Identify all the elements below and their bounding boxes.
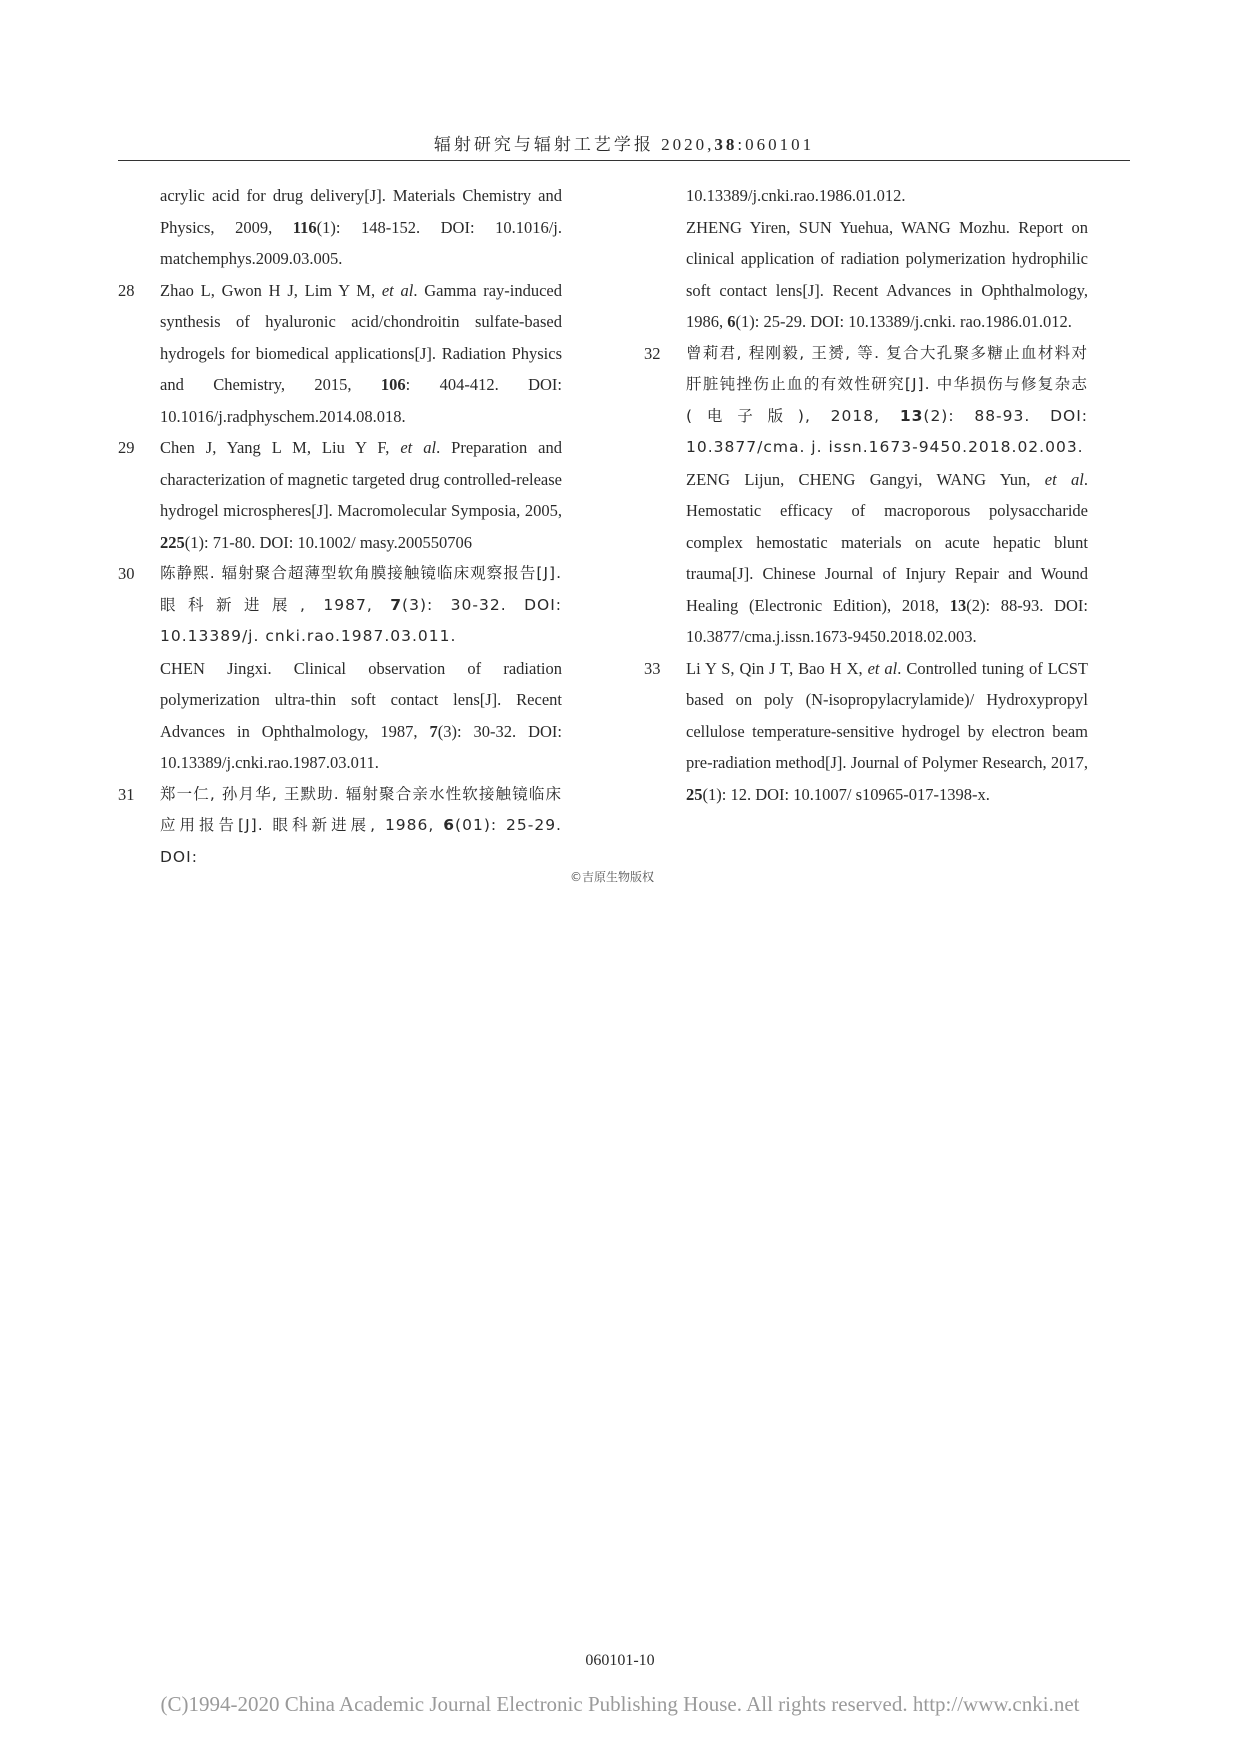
left-column bbox=[118, 180, 562, 873]
article-number: :060101 bbox=[737, 135, 815, 154]
reference-text bbox=[160, 180, 562, 275]
ref-authors: ZENG Lijun, CHENG Gangyi, WANG Yun, bbox=[686, 469, 1045, 489]
right-column bbox=[644, 180, 1088, 810]
reference-number: 32 bbox=[644, 343, 661, 363]
reference-30 bbox=[118, 558, 562, 779]
ref-volume: 116 bbox=[292, 217, 317, 237]
page-number: 060101-10 bbox=[585, 1652, 655, 1669]
ref-etal: et al bbox=[867, 658, 898, 678]
reference-text-chinese bbox=[686, 338, 1088, 464]
ref-text-part: 陈静熙. 辐射聚合超薄型软角膜接触镜临床观察报告[J]. 眼科新进展, 1987, bbox=[160, 564, 562, 614]
ref-text-part: . Preparation and characterization of magnetic targeted drug controlled-release hydrogel microspheres[J]. Macromolecular Symposia, 2005, bbox=[160, 438, 562, 520]
header-rule bbox=[118, 160, 1130, 161]
ref-volume: 106 bbox=[380, 375, 406, 394]
ref-text-part: (2): 88-93. DOI: 10.3877/cma.j.issn.1673-9450.2018.02.003. bbox=[686, 595, 1088, 646]
ref-etal: et al bbox=[400, 438, 437, 457]
ref-text-part: . Gamma ray-induced synthesis of hyaluronic acid/chondroitin sulfate-based hydrogels for biomedical applications[J]. Radiation Physics and Chemistry, 2015, bbox=[160, 280, 563, 394]
ref-etal: et al bbox=[381, 280, 414, 300]
ref-text-part: ZHENG Yiren, SUN Yuehua, WANG Mozhu. Report on clinical application of radiation polymerization hydrophilic soft contact lens[J]. Recent Advances in Ophthalmology, 1986, bbox=[686, 217, 1088, 331]
reference-number: 33 bbox=[644, 658, 661, 678]
reference-text-english bbox=[686, 212, 1088, 338]
reference-33 bbox=[644, 653, 1088, 811]
ref-text-part: (2): 88-93. DOI: 10.3877/cma. j. issn.1673-9450.2018.02.003. bbox=[686, 406, 1089, 456]
ref-text-part: 曾莉君, 程刚毅, 王赟, 等. 复合大孔聚多糖止血材料对肝脏钝挫伤止血的有效性研究[J]. 中华损伤与修复杂志(电子版), 2018, bbox=[686, 343, 1088, 425]
ref-volume: 7 bbox=[429, 721, 438, 741]
reference-text-chinese bbox=[160, 779, 562, 874]
ref-text-part: (3): 30-32. DOI: 10.13389/j.cnki.rao.1987.03.011. bbox=[160, 721, 562, 772]
ref-volume: 25 bbox=[686, 784, 703, 804]
reference-28 bbox=[118, 275, 562, 433]
ref-text-part: (1): 71-80. DOI: 10.1002/ masy.200550706 bbox=[184, 532, 472, 552]
ref-text-part: (1): 148-152. DOI: 10.1016/j. matchemphys.2009.03.005. bbox=[160, 217, 562, 268]
reference-text bbox=[686, 653, 1088, 811]
reference-continuation bbox=[118, 180, 562, 275]
running-header bbox=[118, 130, 1130, 160]
reference-text bbox=[160, 432, 562, 558]
reference-text-english bbox=[160, 653, 562, 779]
ref-volume: 6 bbox=[443, 816, 456, 834]
reference-31-continuation bbox=[644, 180, 1088, 338]
ref-text-part: CHEN Jingxi. Clinical observation of radiation polymerization ultra-thin soft contact lens[J]. Recent Advances in Ophthalmology, 1987, bbox=[160, 658, 562, 741]
reference-text bbox=[160, 275, 562, 433]
reference-32 bbox=[644, 338, 1088, 653]
ref-volume: 6 bbox=[727, 312, 736, 331]
ref-text-part: (3): 30-32. DOI: 10.13389/j. cnki.rao.1987.03.011. bbox=[160, 595, 562, 645]
reference-29 bbox=[118, 432, 562, 558]
reference-number: 29 bbox=[118, 438, 135, 457]
ref-etal: et al bbox=[1044, 469, 1084, 489]
ref-volume: 7 bbox=[390, 595, 403, 614]
ref-text-part: . Hemostatic efficacy of macroporous polysaccharide complex hemostatic materials on acute hepatic blunt trauma[J]. Chinese Journal of Injury Repair and Wound Healing (Electronic Edition), 2018, bbox=[686, 469, 1088, 615]
journal-year: 2020, bbox=[661, 135, 715, 154]
reference-number: 30 bbox=[118, 564, 135, 583]
ref-text-part: 郑一仁, 孙月华, 王默助. 辐射聚合亲水性软接触镜临床应用报告[J]. 眼科新进展, 1986, bbox=[160, 784, 562, 834]
publisher-footer: (C)1994-2020 China Academic Journal Electronic Publishing House. All rights reserved. http://www.cnki.net bbox=[160, 1692, 1080, 1716]
journal-volume: 38 bbox=[714, 135, 738, 154]
reference-number: 31 bbox=[118, 784, 135, 804]
ref-text-part: . Controlled tuning of LCST based on poly (N-isopropylacrylamide)/ Hydroxypropyl cellulose temperature-sensitive hydrogel by electron beam pre-radiation method[J]. Journal of Polymer Research, 2017, bbox=[686, 658, 1088, 772]
ref-text-part: (01): 25-29. DOI: bbox=[160, 816, 562, 866]
ref-authors: Chen J, Yang L M, Liu Y F, bbox=[160, 438, 401, 457]
ref-authors: Li Y S, Qin J T, Bao H X, bbox=[686, 658, 868, 678]
reference-text-english bbox=[686, 464, 1088, 653]
reference-text-chinese bbox=[160, 558, 562, 653]
ref-volume: 13 bbox=[899, 406, 924, 425]
reference-number: 28 bbox=[118, 280, 135, 300]
reference-doi: 10.13389/j.cnki.rao.1986.01.012. bbox=[686, 186, 906, 205]
ref-text-part: : 404-412. DOI: 10.1016/j.radphyschem.2014.08.018. bbox=[160, 375, 562, 426]
ref-authors: Zhao L, Gwon H J, Lim Y M, bbox=[160, 280, 382, 300]
journal-name: 辐射研究与辐射工艺学报 bbox=[433, 135, 654, 154]
reference-31 bbox=[118, 779, 562, 874]
watermark-copyright: ©吉原生物版权 bbox=[570, 870, 655, 884]
ref-text-part: (1): 25-29. DOI: 10.13389/j.cnki. rao.1986.01.012. bbox=[735, 312, 1072, 331]
ref-text-part: acrylic acid for drug delivery[J]. Materials Chemistry and Physics, 2009, bbox=[160, 186, 562, 237]
ref-volume: 225 bbox=[160, 532, 185, 552]
ref-volume: 13 bbox=[949, 595, 967, 615]
ref-text-part: (1): 12. DOI: 10.1007/ s10965-017-1398-x. bbox=[702, 784, 990, 804]
